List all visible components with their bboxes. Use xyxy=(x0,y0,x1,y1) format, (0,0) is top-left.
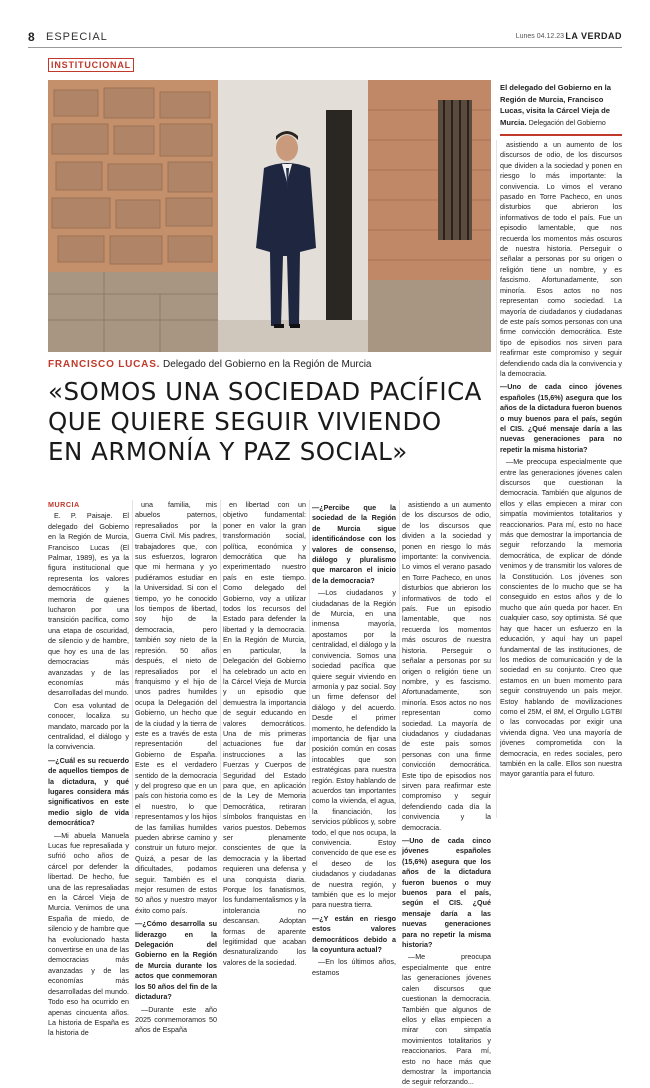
answer: una familia, mis abuelos paternos, represaliados por la Guerra Civil. Mis padres, trabajadores que, con sus esfuerzos, lograron que mi hermana y yo pudiéramos estudiar en la Universidad. Si con el tiempo, yo he conocido los tiempos de libertad, soy hijo de la democracia, pero también soy nieto de la represión. 50 años después, el nieto de represaliados por el franquismo y el hijo de unos padres humildes ocupa la Delegación del Gobierno, un hecho que de la ciudad y la tierra de este es a través de esta representación del Gobierno de España. Este es el verdadero sentido de la democracia y del progreso que en un país con historia como es el nuestro, lo que representamos y los hijos de las familias humildes pueden abrirse camino y construir un futuro mejor. Quizá, a pesar de las dificultades, podamos seguir. También es el mejor resumen de estos 50 años y nuestro mayor éxito como país. xyxy=(135,500,217,915)
article-column-2 xyxy=(135,500,217,1035)
column-divider xyxy=(496,140,497,818)
interviewee-name: FRANCISCO LUCAS. xyxy=(48,359,161,370)
man-portrait-photo-icon xyxy=(48,80,491,352)
answer: —Durante este año 2025 conmemoramos 50 años de España xyxy=(135,1004,217,1035)
paragraph: Con esa voluntad de conocer, localiza su mandato, marcado por la centralidad, el diálogo y la convivencia. xyxy=(48,700,129,752)
headline-line: EN ARMONÍA Y PAZ SOCIAL» xyxy=(48,437,408,466)
publication-name: LA VERDAD xyxy=(565,31,622,41)
article-column-5 xyxy=(402,500,491,1087)
caption-credit: Delegación del Gobierno xyxy=(528,119,606,127)
question: —¿Cómo desarrolla su liderazgo en la Delegación del Gobierno en la Región de Murcia durante los actos que conmemoran los 50 años del fin de la dictadura? xyxy=(135,919,217,1002)
answer: —Me preocupa especialmente que entre las generaciones jóvenes calen discursos que cuestionan la democracia. También que algunos de ellos y ellas empiecen a mirar con simpatía movimientos totalitarios y reaccionarios. Para mí, esto no hace más que demostrar la importancia de seguir reforzando la memoria democrática, de explicar de dónde venimos y de transmitir los valores de la Constitución. Los jóvenes son conscientes de lo mucho que se ha conseguido en estos años y de lo mucho que aún queda por hacer. En cualquier caso, soy optimista. Sé que hay que hacer un esfuerzo en la educación, y aquí hay un papel fundamental de las instituciones, de los medios de comunicación y de la sociedad en su conjunto. Creo que estamos en un buen momento para seguir construyendo un país mejor. Estoy hablando de movilizaciones como el 25M, el 8M, el Orgullo LGTBI o las convocadas por exigir una vivienda digna. Veo una mayoría de jóvenes comprometida con la democracia, en redes sociales, pero también en la calle. Ellos son nuestra mayor garantía para el futuro. xyxy=(500,457,622,779)
portrait-photo xyxy=(48,80,491,352)
column-divider xyxy=(220,500,221,818)
caption-text: El delegado del Gobierno en la Región de Murcia, Francisco Lucas, visita la Cárcel Vieja de Murcia. xyxy=(500,83,611,127)
article-column-3 xyxy=(223,500,306,967)
section-name: ESPECIAL xyxy=(46,31,108,43)
answer: —Me preocupa especialmente que entre las generaciones jóvenes calen discursos que cuestionan la democracia. También que algunos de ellos y ellas empiecen a mirar con simpatía movimientos totalitarios y reaccionarios. Para mí, esto no hace más que demostrar la importancia de seguir reforzando... xyxy=(402,952,491,1087)
section-tag: INSTITUCIONAL xyxy=(48,58,134,72)
question: —¿Percibe que la sociedad de la Región de Murcia sigue identificándose con los valores de consenso, diálogo y pluralismo que marcaron el inicio de la democracia? xyxy=(312,503,396,585)
article-column-4 xyxy=(312,500,396,977)
publication-date: Lunes 04.12.23 xyxy=(515,33,564,40)
photo-caption xyxy=(500,82,622,129)
headline xyxy=(48,377,494,467)
answer: asistiendo a un aumento de los discursos de odio, de los discursos que dividen a la sociedad y ponen en riesgo lo más importante: la convivencia. Lo vimos el verano pasado en Torre Pacheco, en unos disturbios que abrieron los informativos de todo el país. Fue un episodio lamentable, que nos recuerda los momentos más oscuros de nuestra historia. Perseguir o señalar a personas por su origen o religión tiene un nombre, y es fascismo. Afortunadamente, son minoría. Esos actos no nos representan como sociedad. La mayoría de ciudadanos y ciudadanas de este país somos personas con una firme convicción democrática. Este tipo de episodios nos sirven para reafirmar este compromiso y seguir defendiendo cada día la convivencia y la democracia. xyxy=(402,500,491,832)
question: —¿Cuál es su recuerdo de aquellos tiempos de la dictadura, y qué lugares considera más significativos en este medio siglo de vida democrática? xyxy=(48,755,129,828)
question: —Uno de cada cinco jóvenes españoles (15,6%) asegura que los años de la dictadura fueron buenos o muy buenos para el país, según el CIS. ¿Qué mensaje daría a las nuevas generaciones para no repetir la misma historia? xyxy=(402,836,491,950)
article-column-6 xyxy=(500,140,622,820)
column-divider xyxy=(399,500,400,818)
dateline: MURCIA xyxy=(48,500,80,509)
answer: —Los ciudadanos y ciudadanas de la Región de Murcia, en una inmensa mayoría, apostamos por la centralidad, el diálogo y la convivencia. Somos una sociedad pacífica que quiere seguir viviendo en armonía y paz social. Soy un firme defensor del diálogo y del acuerdo. Desde el primer momento, he defendido la importancia de fijar una posición común en cosas intocables que son estratégicas para nuestra región. Estoy hablando de acuerdos tan importantes como la vivienda, el agua, la financiación, los servicios públicos y, sobre todo, el que nos ocupa, la convivencia. Estoy convencido de que ese es el deseo de los ciudadanos y ciudadanas de nuestra región, y también que es lo mejor para nuestra tierra. xyxy=(312,588,396,910)
byline xyxy=(48,358,491,372)
answer: en libertad con un objetivo fundamental: poner en valor la gran transformación social, política, económica y democrática que ha experimentado nuestro país en este tiempo. Como delegado del Gobierno, voy a utilizar todos los recursos del Estado para defender la libertad y la democracia. En la Región de Murcia, en particular, la Delegación del Gobierno ha celebrado un acto en la Cárcel Vieja de Murcia y un episodio que demuestra la importancia de seguir educando en valores democráticos. Una de mis primeras actuaciones fue dar instrucciones a las Fuerzas y Cuerpos de Seguridad del Estado para que, en aplicación de la Ley de Memoria Democrática, retiraran símbolos franquistas en varios puestos. Debemos ser plenamente conscientes de que la democracia y la libertad requieren una defensa y una conquista diaria. Porque los fanatismos, los fundamentalismos y la intolerancia no descansan. Adoptan formas de aparente legitimidad que acaban desnaturalizando los valores de la sociedad. xyxy=(223,500,306,967)
caption-divider xyxy=(500,134,622,136)
paragraph: E. P. Paisaje. El delegado del Gobierno en la Región de Murcia, Francisco Lucas (El Palmar, 1989), es ya la figura institucional que representa los valores democráticos y la memoria de quienes lucharon por una transición pacífica, como una etapa de oscuridad, de silencio y de hambre, que hoy es una de las democracias más avanzadas y de las economías más desarrolladas del mundo. xyxy=(48,511,129,698)
answer: —Mi abuela Manuela Lucas fue represaliada y sufrió ocho años de cárcel por defender la libertad. De hecho, fue una de las represaliadas en la Cárcel Vieja de Murcia. Venimos de una España de miedo, de silencio y de hambre que ha evolucionado hasta convertirse en una de las democracias más avanzadas y de las economías más desarrolladas del mundo. Todo eso ha ocurrido en apenas cincuenta años. La historia de España es la historia de xyxy=(48,830,129,1038)
header-divider xyxy=(28,47,622,48)
page-header xyxy=(28,30,622,46)
answer: —En los últimos años, estamos xyxy=(312,957,396,977)
page-number: 8 xyxy=(28,30,35,44)
question: —¿Y están en riesgo estos valores democráticos debido a la coyuntura actual? xyxy=(312,913,396,955)
question: —Uno de cada cinco jóvenes españoles (15,6%) asegura que los años de la dictadura fueron buenos o muy buenos para el país, según el CIS. ¿Qué mensaje daría a las nuevas generaciones para no repetir la misma historia? xyxy=(500,382,622,454)
column-divider xyxy=(132,500,133,818)
interviewee-role: Delegado del Gobierno en la Región de Murcia xyxy=(163,359,372,370)
article-column-1 xyxy=(48,500,129,1038)
answer: asistiendo a un aumento de los discursos de odio, de los discursos que dividen a la sociedad y ponen en riesgo lo más importante: la convivencia. Lo vimos el verano pasado en Torre Pacheco, en unos disturbios que abrieron los informativos de todo el país. Fue un episodio lamentable, que nos recuerda los momentos más oscuros de nuestra historia. Perseguir o señalar a personas por su origen o religión tiene un nombre, y es fascismo. Afortunadamente, son minoría. Esos actos no nos representan como sociedad. La mayoría de ciudadanos y ciudadanas de este país somos personas con una firme convicción democrática. Este tipo de episodios nos sirven para reafirmar este compromiso y seguir defendiendo cada día la convivencia y la democracia. xyxy=(500,140,622,378)
headline-line: QUE QUIERE SEGUIR VIVIENDO xyxy=(48,407,442,436)
headline-line: «SOMOS UNA SOCIEDAD PACÍFICA xyxy=(48,377,482,406)
column-divider xyxy=(309,500,310,818)
